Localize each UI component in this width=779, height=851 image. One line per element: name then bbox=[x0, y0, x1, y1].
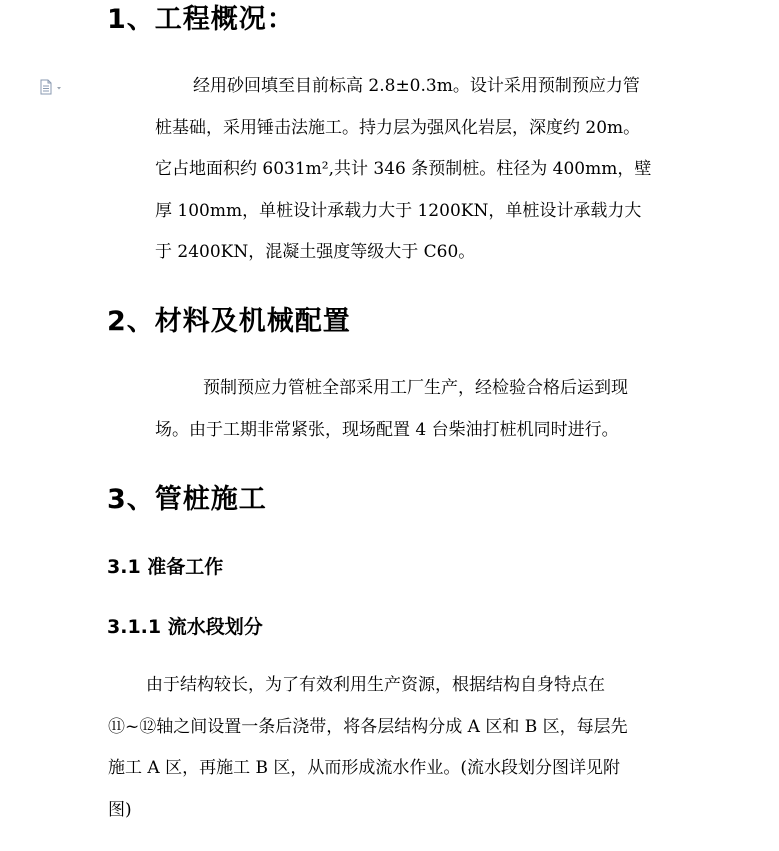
paragraph-line: 施工 A 区，再施工 B 区，从而形成流水作业。(流水段划分图详见附 bbox=[108, 758, 621, 778]
section-1-heading: 1、工程概况： bbox=[107, 4, 295, 35]
section-2-paragraph bbox=[155, 368, 663, 451]
paragraph-line: 图) bbox=[108, 799, 132, 820]
paragraph-line: 厚 100mm，单桩设计承载力大于 1200KN，单桩设计承载力大 bbox=[155, 200, 642, 221]
paragraph-line: 经用砂回填至目前标高 2.8±0.3m。设计采用预制预应力管 bbox=[193, 76, 640, 96]
paragraph-line: 场。由于工期非常紧张，现场配置 4 台柴油打桩机同时进行。 bbox=[155, 419, 619, 440]
section-1-paragraph bbox=[155, 66, 663, 274]
document-icon[interactable] bbox=[40, 79, 68, 95]
paragraph-line: ⑪~⑫轴之间设置一条后浇带，将各层结构分成 A 区和 B 区，每层先 bbox=[108, 716, 628, 737]
section-3-paragraph bbox=[108, 665, 663, 831]
paragraph-line: 桩基础，采用锤击法施工。持力层为强风化岩层，深度约 20m。 bbox=[155, 117, 641, 138]
subsection-3-1-1-heading: 3.1.1 流水段划分 bbox=[107, 616, 263, 638]
section-2-heading: 2、材料及机械配置 bbox=[107, 306, 351, 337]
section-3-heading: 3、管桩施工 bbox=[107, 484, 267, 515]
paragraph-line: 它占地面积约 6031m²,共计 346 条预制桩。柱径为 400mm，壁 bbox=[155, 159, 652, 179]
subsection-3-1-heading: 3.1 准备工作 bbox=[107, 556, 224, 578]
paragraph-line: 由于结构较长，为了有效利用生产资源，根据结构自身特点在 bbox=[146, 675, 605, 695]
paragraph-line: 于 2400KN，混凝土强度等级大于 C60。 bbox=[155, 242, 476, 262]
paragraph-line: 预制预应力管桩全部采用工厂生产，经检验合格后运到现 bbox=[203, 378, 628, 398]
